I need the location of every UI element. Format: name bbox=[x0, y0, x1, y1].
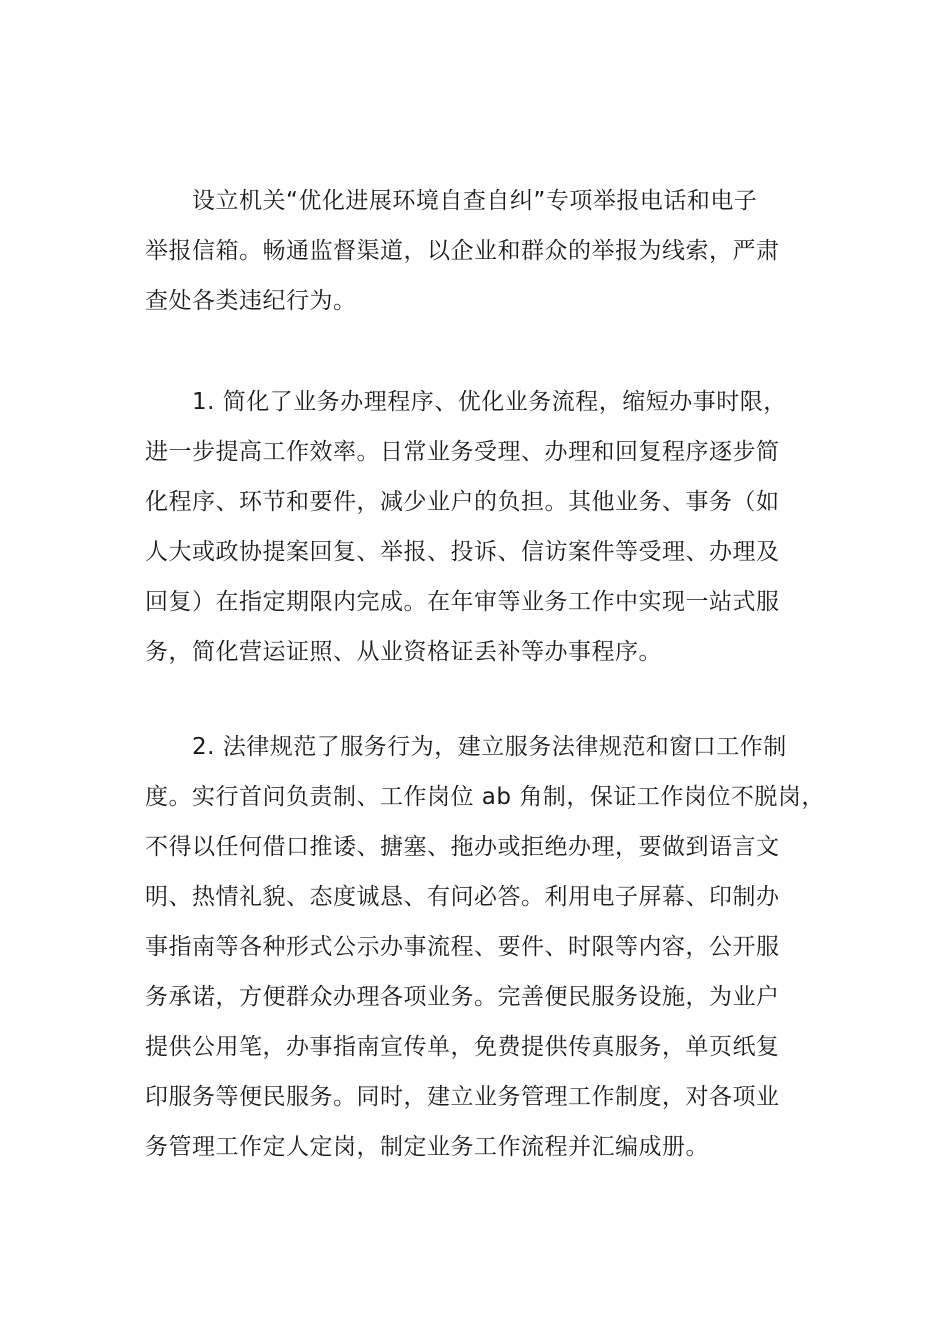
paragraph-line: 事指南等各种形式公示办事流程、要件、时限等内容，公开服 bbox=[145, 934, 780, 960]
paragraph-line: 印服务等便民服务。同时，建立业务管理工作制度，对各项业 bbox=[145, 1084, 780, 1110]
paragraph-line: 查处各类违纪行为。 bbox=[145, 288, 357, 314]
paragraph-line: 人大或政协提案回复、举报、投诉、信访案件等受理、办理及 bbox=[145, 539, 780, 565]
paragraph-line: 1. 简化了业务办理程序、优化业务流程，缩短办事时限， bbox=[192, 389, 787, 415]
paragraph-line: 务承诺，方便群众办理各项业务。完善便民服务设施，为业户 bbox=[145, 984, 780, 1010]
paragraph-line: 务管理工作定人定岗，制定业务工作流程并汇编成册。 bbox=[145, 1134, 709, 1160]
paragraph-line: 化程序、环节和要件，减少业户的负担。其他业务、事务（如 bbox=[145, 489, 780, 515]
paragraph-line: 明、热情礼貌、态度诚恳、有问必答。利用电子屏幕、印制办 bbox=[145, 884, 780, 910]
paragraph-line: 回复）在指定期限内完成。在年审等业务工作中实现一站式服 bbox=[145, 589, 780, 615]
paragraph-line: 2. 法律规范了服务行为，建立服务法律规范和窗口工作制 bbox=[192, 734, 787, 760]
paragraph-line: 进一步提高工作效率。日常业务受理、办理和回复程序逐步简 bbox=[145, 439, 780, 465]
paragraph-line: 提供公用笔，办事指南宣传单，免费提供传真服务，单页纸复 bbox=[145, 1034, 780, 1060]
paragraph-simplify-procedures bbox=[145, 377, 807, 677]
paragraph-line: 度。实行首问负责制、工作岗位 ab 角制，保证工作岗位不脱岗， bbox=[145, 784, 825, 810]
paragraph-line: 设立机关“优化进展环境自查自纠”专项举报电话和电子 bbox=[192, 188, 758, 214]
paragraph-reporting-channel bbox=[145, 176, 807, 326]
paragraph-line: 不得以任何借口推诿、搪塞、拖办或拒绝办理，要做到语言文 bbox=[145, 834, 780, 860]
paragraph-line: 务，简化营运证照、从业资格证丢补等办事程序。 bbox=[145, 639, 662, 665]
paragraph-line: 举报信箱。畅通监督渠道，以企业和群众的举报为线索，严肃 bbox=[145, 238, 780, 264]
paragraph-service-standards bbox=[145, 722, 825, 1172]
